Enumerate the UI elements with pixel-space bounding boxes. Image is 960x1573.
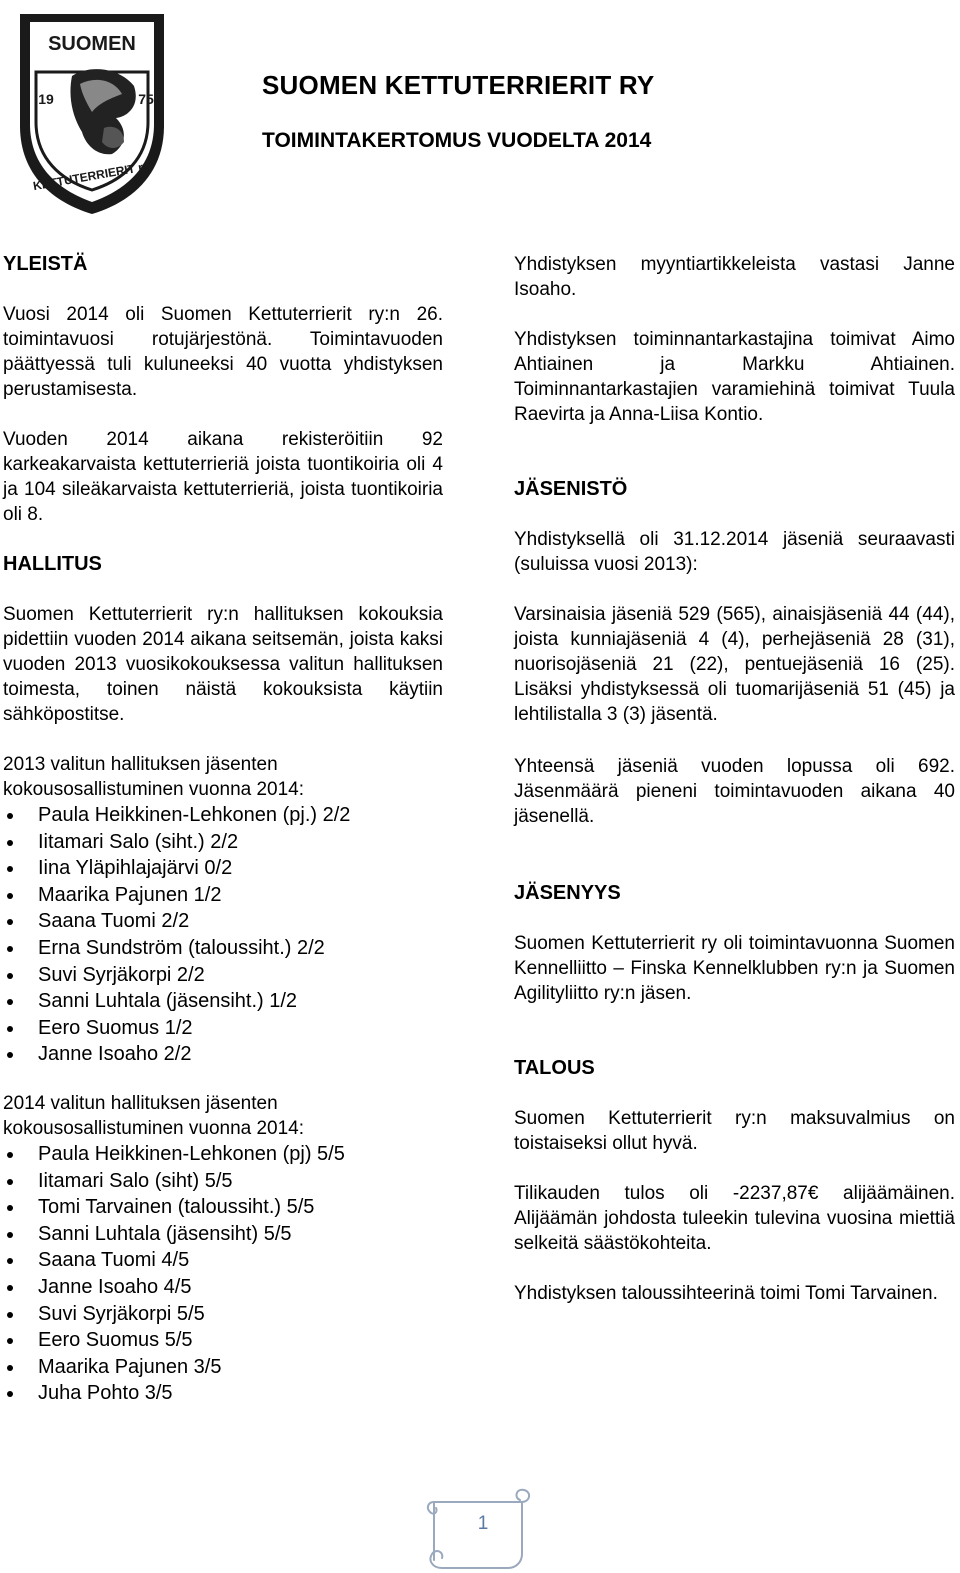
list-item: Sanni Luhtala (jäsensiht) 5/5 [3, 1221, 443, 1248]
list-item: Eero Suomus 5/5 [3, 1327, 443, 1354]
list-item: Janne Isoaho 2/2 [3, 1041, 443, 1068]
logo-text-top: SUOMEN [48, 33, 136, 55]
list-item: Eero Suomus 1/2 [3, 1015, 443, 1042]
logo-text-bottom: KETTUTERRIERIT ry [31, 158, 151, 194]
left-column [3, 252, 443, 1407]
document-subtitle: TOIMINTAKERTOMUS VUODELTA 2014 [262, 129, 652, 152]
club-logo [8, 6, 176, 218]
list-item: Paula Heikkinen-Lehkonen (pj.) 2/2 [3, 802, 443, 829]
sales-paragraph: Yhdistyksen myyntiartikkeleista vastasi Janne Isoaho. [514, 254, 955, 300]
list-item: Suvi Syrjäkorpi 2/2 [3, 962, 443, 989]
list-item: Juha Pohto 3/5 [3, 1380, 443, 1407]
list-2014-intro: 2014 valitun hallituksen jäsenten kokousosallistuminen vuonna 2014: [3, 1092, 305, 1139]
list-item: Suvi Syrjäkorpi 5/5 [3, 1301, 443, 1328]
list-item: Maarika Pajunen 1/2 [3, 882, 443, 909]
list-item: Saana Tuomi 2/2 [3, 908, 443, 935]
list-item: Iitamari Salo (siht.) 2/2 [3, 829, 443, 856]
list-item: Iitamari Salo (siht) 5/5 [3, 1168, 443, 1195]
list-item: Erna Sundström (taloussiht.) 2/2 [3, 935, 443, 962]
page-number: 1 [477, 1513, 489, 1534]
list-item: Maarika Pajunen 3/5 [3, 1354, 443, 1381]
list-item: Paula Heikkinen-Lehkonen (pj) 5/5 [3, 1141, 443, 1168]
list-2013-intro: 2013 valitun hallituksen jäsenten kokousosallistuminen vuonna 2014: [3, 754, 305, 800]
yleista-paragraph-1: Vuosi 2014 oli Suomen Kettuterrierit ry:n 26. toimintavuosi rotujärjestönä. Toimintavuoden päättyessä tuli kuluneeksi 40 vuotta yhdistyksen perustamisesta. [3, 304, 443, 400]
list-item: Saana Tuomi 4/5 [3, 1247, 443, 1274]
yleista-paragraph-2: Vuoden 2014 aikana rekisteröitiin 92 karkeakarvaista kettuterrieriä joista tuontikoiria oli 4 ja 104 sileäkarvaista kettuterrieriä, joista tuontikoiria oli 8. [3, 429, 443, 525]
jasenisto-paragraph-3: Yhteensä jäseniä vuoden lopussa oli 692. Jäsenmäärä pieneni toimintavuoden aikana 40 jäsenellä. [514, 756, 955, 827]
attendance-list-2013 [3, 802, 443, 1068]
jasenisto-paragraph-2: Varsinaisia jäseniä 529 (565), ainaisjäseniä 44 (44), joista kunniajäseniä 4 (4), perhejäseniä 28 (31), nuorisojäseniä 21 (22), pentuejäseniä 16 (25). Lisäksi yhdistyksessä oli tuomarijäseniä 51 (45) ja lehtilistalla 3 (3) jäsentä. [514, 604, 955, 725]
section-heading-hallitus: HALLITUS [3, 553, 102, 575]
talous-paragraph-3: Yhdistyksen taloussihteerinä toimi Tomi Tarvainen. [514, 1283, 938, 1304]
section-heading-yleista: YLEISTÄ [3, 253, 88, 275]
right-column [514, 252, 955, 1306]
section-heading-jasenisto: JÄSENISTÖ [514, 478, 628, 500]
hallitus-paragraph-1: Suomen Kettuterrierit ry:n hallituksen kokouksia pidettiin vuoden 2014 aikana seitsemän, joista kaksi vuoden 2013 vuosikokouksessa valitun hallituksen toimesta, toinen näistä kokouksista käytiin sähköpostitse. [3, 604, 443, 725]
organization-title: SUOMEN KETTUTERRIERIT RY [262, 70, 655, 100]
attendance-list-2014 [3, 1141, 443, 1407]
list-item: Iina Yläpihlajajärvi 0/2 [3, 855, 443, 882]
talous-paragraph-1: Suomen Kettuterrierit ry:n maksuvalmius on toistaiseksi ollut hyvä. [514, 1108, 955, 1154]
auditors-paragraph: Yhdistyksen toiminnantarkastajina toimivat Aimo Ahtiainen ja Markku Ahtiainen. Toiminnantarkastajien varamiehinä toimivat Tuula Raevirta ja Anna-Liisa Kontio. [514, 329, 955, 425]
section-heading-talous: TALOUS [514, 1057, 595, 1079]
list-item: Janne Isoaho 4/5 [3, 1274, 443, 1301]
section-heading-jasenyys: JÄSENYYS [514, 882, 621, 904]
logo-year-left: 19 [38, 91, 54, 107]
list-item: Sanni Luhtala (jäsensiht.) 1/2 [3, 988, 443, 1015]
list-item: Tomi Tarvainen (taloussiht.) 5/5 [3, 1194, 443, 1221]
talous-paragraph-2: Tilikauden tulos oli -2237,87€ alijäämäinen. Alijäämän johdosta tuleekin tulevina vuosina miettiä selkeitä säästökohteita. [514, 1183, 955, 1254]
jasenyys-paragraph-1: Suomen Kettuterrierit ry oli toimintavuonna Suomen Kennelliitto – Finska Kennelklubben ry:n ja Suomen Agilityliitto ry:n jäsen. [514, 933, 955, 1004]
logo-year-right: 75 [138, 91, 154, 107]
jasenisto-paragraph-1: Yhdistyksellä oli 31.12.2014 jäseniä seuraavasti (suluissa vuosi 2013): [514, 529, 955, 575]
